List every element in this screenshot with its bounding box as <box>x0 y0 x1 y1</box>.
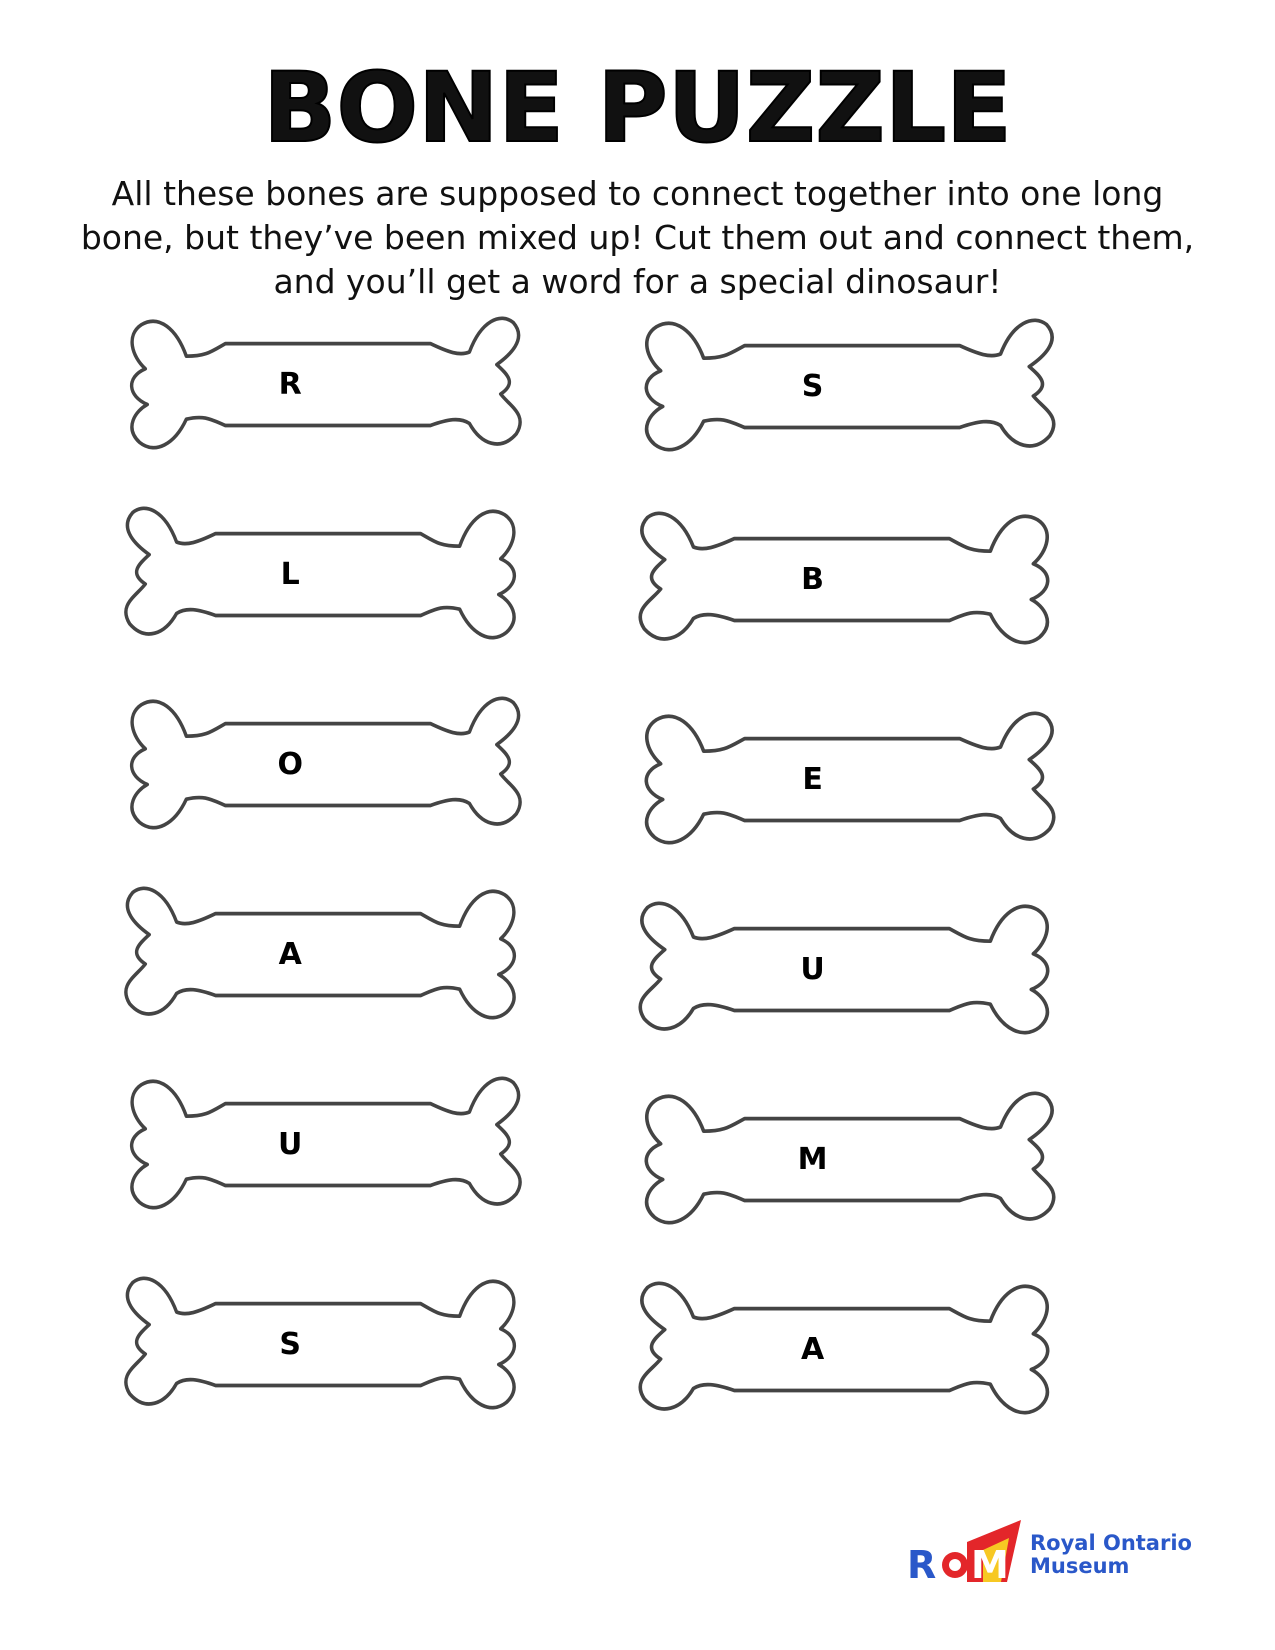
bone-piece <box>640 1283 1047 1412</box>
bone-letter: S <box>279 1327 302 1362</box>
bone-letter: R <box>278 367 302 402</box>
logo-name-line-1: Royal Ontario <box>1030 1531 1192 1555</box>
bone-outline <box>640 903 1047 1032</box>
bone-letter: E <box>802 762 823 797</box>
bone-letter: M <box>797 1142 828 1177</box>
bone-piece <box>646 713 1053 842</box>
svg-text:M: M <box>971 1543 1009 1587</box>
bone-letter: A <box>800 1332 825 1367</box>
bone-piece <box>646 1093 1053 1222</box>
bone-piece <box>126 508 515 637</box>
bone-piece <box>126 888 515 1017</box>
page-title: BONE PUZZLE <box>263 52 1012 164</box>
instructions-line-3: and you’ll get a word for a special dinosaur! <box>273 262 1002 301</box>
bone-outline <box>640 1283 1047 1412</box>
bone-letter: U <box>278 1127 303 1162</box>
bone-outline <box>126 888 515 1017</box>
bone-letter: B <box>801 562 825 597</box>
bone-outline <box>640 513 1047 642</box>
svg-text:R: R <box>907 1543 937 1587</box>
bone-letter: A <box>278 937 302 972</box>
bone-piece <box>126 1278 515 1407</box>
bone-letter: U <box>800 952 825 987</box>
rom-logo-text <box>1030 1532 1192 1578</box>
logo-name-line-2: Museum <box>1030 1554 1130 1578</box>
bone-piece <box>132 318 521 447</box>
bone-piece <box>640 903 1047 1032</box>
bone-piece <box>132 1078 521 1207</box>
bone-outline <box>126 508 515 637</box>
bone-outline <box>646 320 1053 449</box>
bone-letter: O <box>277 747 303 782</box>
rom-logo-mark <box>905 1520 1025 1590</box>
bone-piece <box>640 513 1047 642</box>
bone-outline <box>126 1278 515 1407</box>
bone-outline <box>646 1093 1053 1222</box>
rom-logo <box>905 1520 1205 1590</box>
bone-outline <box>132 318 521 447</box>
bone-letter: S <box>801 369 824 404</box>
bone-outline <box>646 713 1053 842</box>
instructions-line-1: All these bones are supposed to connect together into one long <box>111 174 1164 213</box>
bone-outline <box>132 698 521 827</box>
bone-letter: L <box>280 557 300 592</box>
bone-piece <box>646 320 1053 449</box>
bone-outline <box>132 1078 521 1207</box>
bone-piece <box>132 698 521 827</box>
instructions-line-2: bone, but they’ve been mixed up! Cut them out and connect them, <box>80 218 1195 257</box>
